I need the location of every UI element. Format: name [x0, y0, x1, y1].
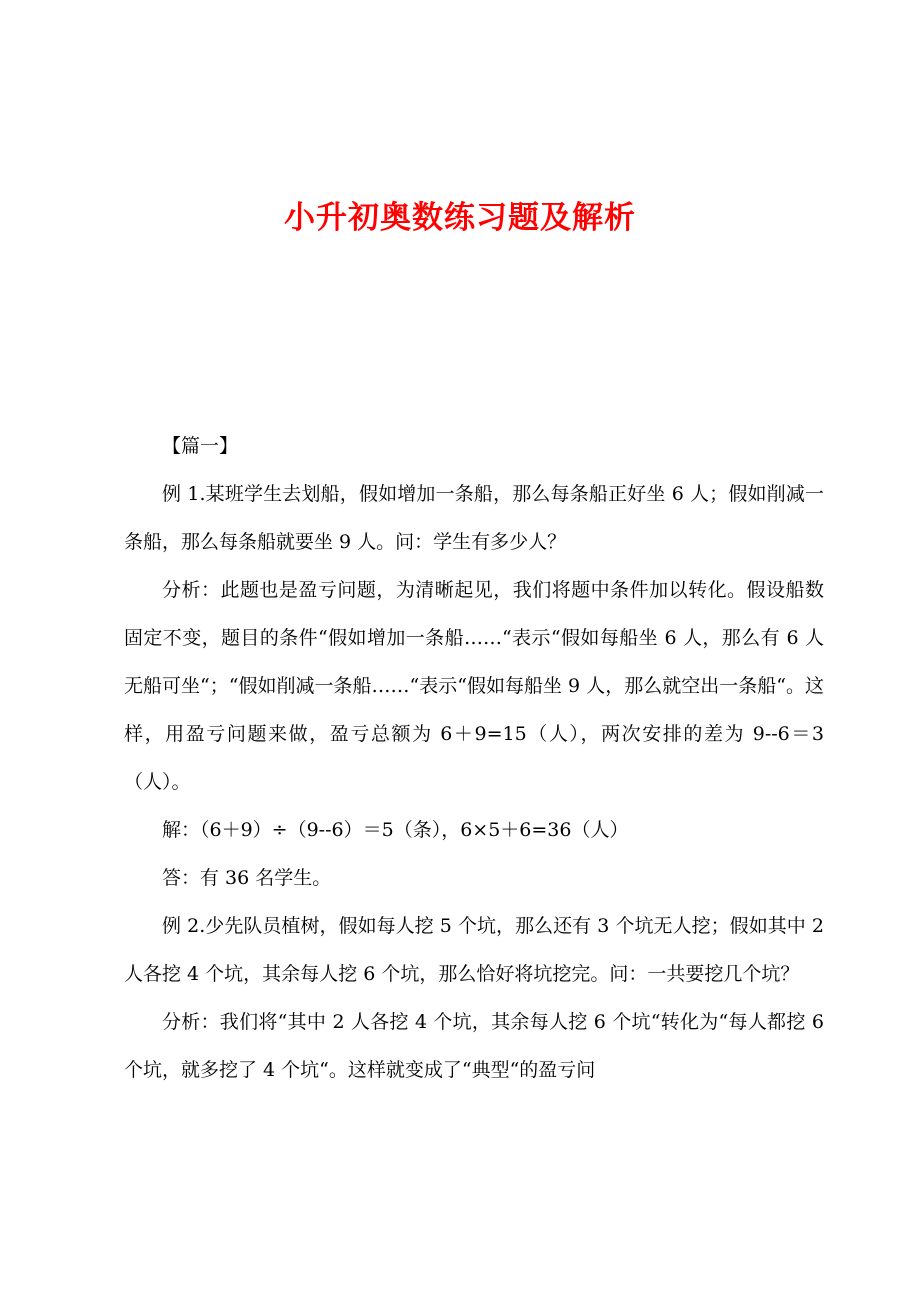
- document-body: [124, 422, 824, 1094]
- paragraph: 解：（6＋9）÷（9--6）＝5（条），6×5＋6=36（人）: [162, 819, 629, 841]
- paragraph: 例 2.少先队员植树，假如每人挖 5 个坑，那么还有 3 个坑无人挖；假如其中 2 人各挖 4 个坑，其余每人挖 6 个坑，那么恰好将坑挖完。问：一共要挖几个坑？: [124, 915, 824, 985]
- paragraph: 分析：我们将“其中 2 人各挖 4 个坑，其余每人挖 6 个坑“转化为“每人都挖 6 个坑，就多挖了 4 个坑“。这样就变成了“典型“的盈亏问: [124, 1011, 824, 1081]
- paragraph: 分析：此题也是盈亏问题，为清晰起见，我们将题中条件加以转化。假设船数固定不变，题目的条件“假如增加一条船……“表示“假如每船坐 6 人，那么有 6 人无船可坐“；“假如削减一条船……“表示“假如每船坐 9 人，那么就空出一条船“。这样，用盈亏问题来做，盈亏总额为 6＋9=15（人），两次安排的差为 9--6＝3（人）。: [124, 579, 824, 793]
- document-title: 小升初奥数练习题及解析: [284, 200, 636, 236]
- section-heading: 【篇一】: [162, 435, 239, 457]
- paragraph: 答：有 36 名学生。: [162, 867, 332, 889]
- paragraph: 例 1.某班学生去划船，假如增加一条船，那么每条船正好坐 6 人；假如削减一条船，那么每条船就要坐 9 人。问：学生有多少人？: [124, 483, 824, 553]
